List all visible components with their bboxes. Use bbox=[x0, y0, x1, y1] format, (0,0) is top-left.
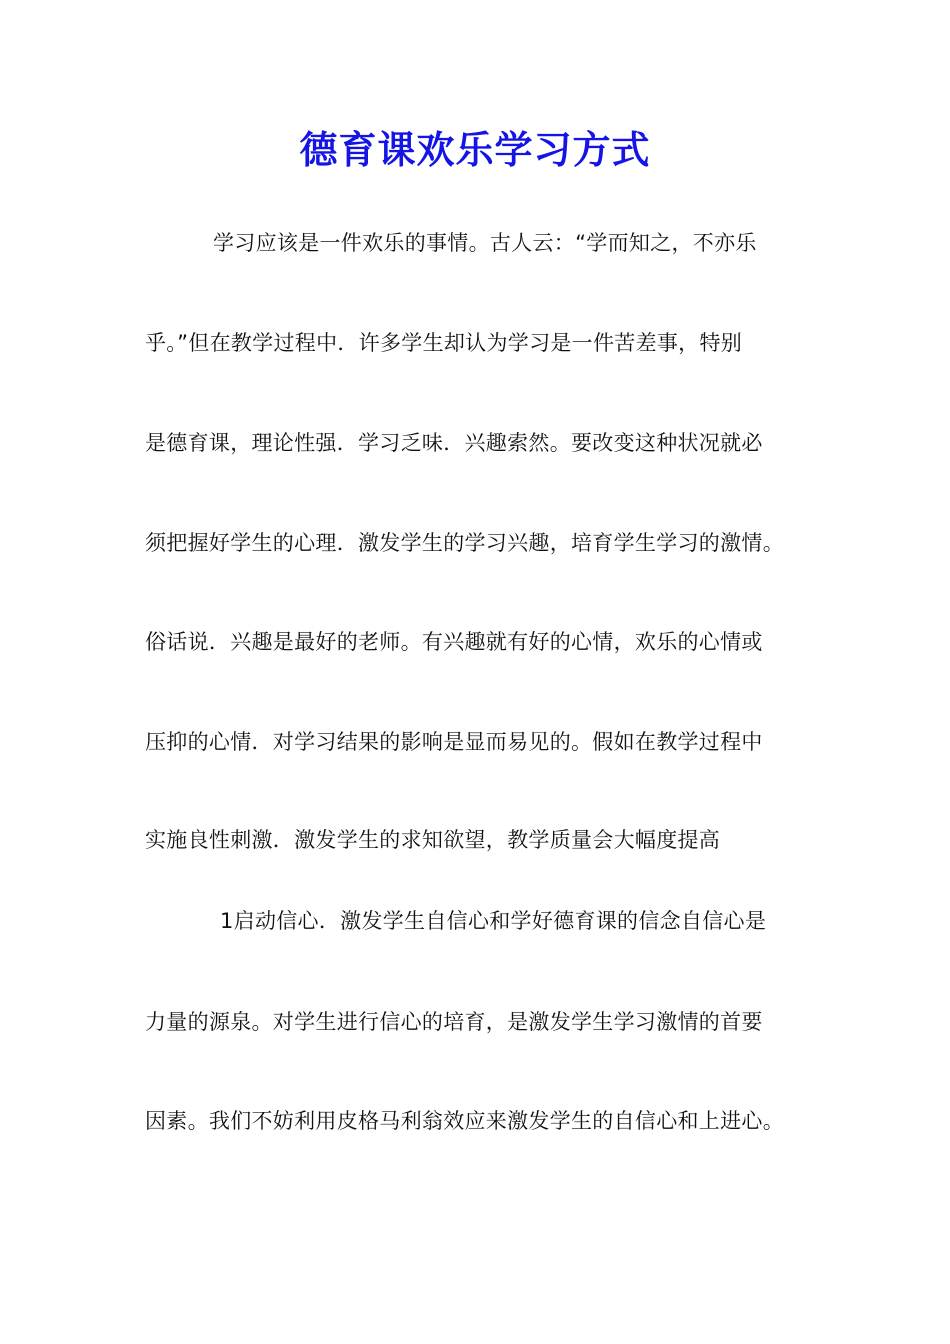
paragraph-1-line-6: 压抑的心情．对学习结果的影响是显而易见的。假如在教学过程中 bbox=[145, 730, 763, 754]
paragraph-1-line-3: 是德育课，理论性强．学习乏味．兴趣索然。要改变这种状况就必 bbox=[145, 431, 763, 455]
paragraph-1-line-2: 乎。”但在教学过程中．许多学生却认为学习是一件苦差事，特别 bbox=[145, 331, 743, 355]
paragraph-1-line-5: 俗话说．兴趣是最好的老师。有兴趣就有好的心情，欢乐的心情或 bbox=[145, 630, 763, 654]
paragraph-2-line-3: 因素。我们不妨利用皮格马利翁效应来激发学生的自信心和上进心。 bbox=[145, 1109, 784, 1133]
paragraph-2-line-2: 力量的源泉。对学生进行信心的培育，是激发学生学习激情的首要 bbox=[145, 1010, 763, 1034]
paragraph-2-line-1: 1启动信心．激发学生自信心和学好德育课的信念自信心是 bbox=[220, 909, 767, 933]
paragraph-1-line-7: 实施良性刺激．激发学生的求知欲望，教学质量会大幅度提高 bbox=[145, 828, 721, 852]
paragraph-1-line-1: 学习应该是一件欢乐的事情。古人云：“学而知之，不亦乐 bbox=[213, 231, 757, 255]
page-title: 德育课欢乐学习方式 bbox=[299, 127, 651, 172]
paragraph-1-line-4: 须把握好学生的心理．激发学生的学习兴趣，培育学生学习的激情。 bbox=[145, 531, 784, 555]
